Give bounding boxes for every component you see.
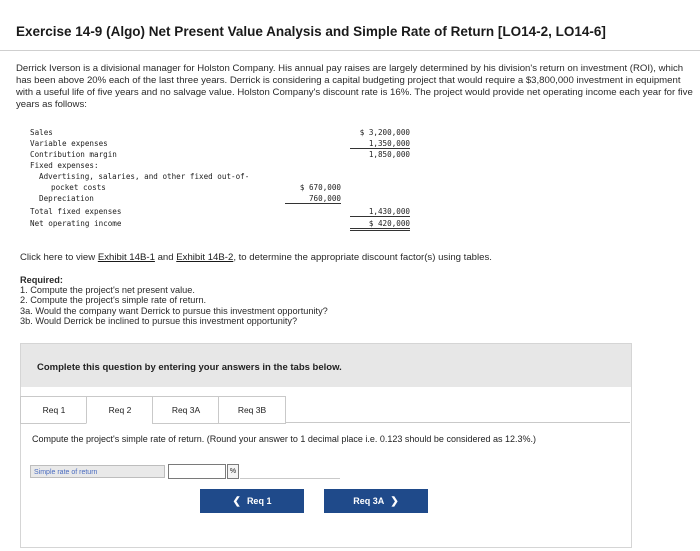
depreciation-value: 760,000	[285, 194, 341, 204]
income-statement	[30, 128, 430, 238]
exhibit-14b-1-link[interactable]: Exhibit 14B-1	[97, 252, 155, 263]
fixed-expenses-label: Fixed expenses:	[30, 161, 99, 170]
next-req-button[interactable]	[324, 489, 428, 513]
required-item: 1. Compute the project's net present value.	[20, 285, 195, 296]
sales-value: $ 3,200,000	[359, 128, 410, 137]
required-item: 3a. Would the company want Derrick to pursue this investment opportunity?	[20, 305, 328, 316]
prev-req-label: Req 1	[246, 496, 272, 506]
title-divider	[0, 50, 700, 51]
total-fixed-expenses-value: 1,430,000	[350, 207, 410, 217]
variable-expenses-label: Variable expenses	[30, 139, 108, 148]
tab-req-3b[interactable]: Req 3B	[218, 396, 286, 424]
tab-req-3a[interactable]: Req 3A	[152, 396, 220, 424]
complete-question-text: Complete this question by entering your answers in the tabs below.	[37, 362, 342, 373]
next-req-label: Req 3A	[353, 496, 385, 506]
required-item: 3b. Would Derrick be inclined to pursue this investment opportunity?	[20, 315, 298, 326]
contribution-margin-label: Contribution margin	[30, 150, 117, 159]
simple-rate-of-return-label: Simple rate of return	[30, 465, 165, 478]
required-item: 2. Compute the project's simple rate of return.	[20, 295, 207, 306]
prev-req-button[interactable]	[200, 489, 304, 513]
exhibit-14b-2-link[interactable]: Exhibit 14B-2	[176, 252, 234, 263]
simple-rate-of-return-input[interactable]	[168, 464, 226, 479]
advertising-label-line2: pocket costs	[51, 183, 106, 192]
required-heading: Required:	[20, 275, 63, 285]
exhibit-suffix: , to determine the appropriate discount factor(s) using tables.	[233, 252, 492, 263]
contribution-margin-value: 1,850,000	[368, 150, 410, 159]
sales-label: Sales	[30, 128, 53, 137]
exercise-title: Exercise 14-9 (Algo) Net Present Value Analysis and Simple Rate of Return [LO14-2, LO14-6]	[16, 24, 606, 39]
tab-req-1[interactable]: Req 1	[20, 396, 88, 424]
complete-question-banner	[20, 343, 632, 389]
chevron-right-icon: ❯	[390, 495, 399, 507]
net-operating-income-value: $ 420,000	[350, 219, 410, 231]
answer-row-divider	[240, 478, 340, 479]
advertising-label-line1: Advertising, salaries, and other fixed out-of-	[39, 172, 250, 181]
exhibit-instructions	[20, 252, 700, 263]
chevron-left-icon: ❮	[232, 495, 241, 507]
variable-expenses-value: 1,350,000	[350, 139, 410, 149]
depreciation-label: Depreciation	[39, 194, 94, 203]
tab-instruction: Compute the project's simple rate of return. (Round your answer to 1 decimal place i.e. 0.123 should be considered as 12.3%.)	[32, 434, 536, 444]
advertising-value: $ 670,000	[299, 183, 341, 192]
total-fixed-expenses-label: Total fixed expenses	[30, 207, 122, 216]
net-operating-income-label: Net operating income	[30, 219, 122, 228]
tab-req-2[interactable]: Req 2	[86, 396, 154, 424]
exhibit-prefix: Click here to view	[20, 252, 98, 263]
exhibit-and: and	[154, 252, 177, 263]
required-section	[20, 275, 680, 326]
percent-unit: %	[227, 464, 239, 479]
problem-intro: Derrick Iverson is a divisional manager for Holston Company. His annual pay raises are largely determined by his division's return on investment (ROI), which has been above 20% each of the last three years. Derrick is considering a capital budgeting project that would require a $3,800,000 investment in equipment with a useful life of five years and no salvage value. Holston Company's discount rate is 16%. The project would provide net operating income each year for five years as follows:	[16, 63, 693, 110]
